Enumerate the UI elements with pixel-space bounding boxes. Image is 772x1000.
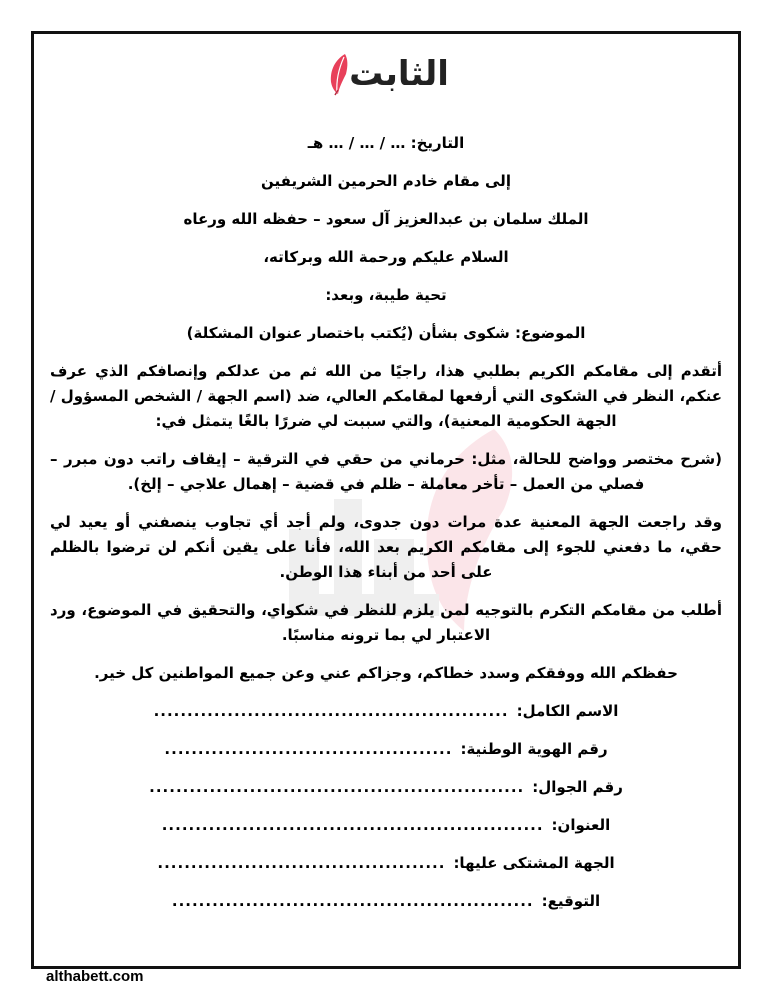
field-label: التوقيع: xyxy=(541,892,601,910)
field-blank: ........................................... xyxy=(164,740,453,758)
recipient-line-2: الملك سلمان بن عبدالعزيز آل سعود – حفظه الله ورعاه xyxy=(183,210,589,228)
salutation: السلام عليكم ورحمة الله وبركاته، xyxy=(263,248,509,266)
site-logo xyxy=(34,44,738,104)
feather-icon xyxy=(327,52,349,96)
field-blank: ...................................................... xyxy=(171,892,534,910)
date-line: التاريخ: … / … / … هـ xyxy=(307,134,465,152)
field-address xyxy=(48,813,724,837)
paragraph-details: (شرح مختصر وواضح للحالة، مثل: حرماني من حقي في الترقية – إيقاف راتب دون مبرر – فصلي من العمل – تأخر معاملة – ظلم في قضية – إهمال علاجي – إلخ). xyxy=(50,450,722,493)
field-blank: ........................................................ xyxy=(149,778,525,796)
field-label: الجهة المشتكى عليها: xyxy=(453,854,615,872)
field-blank: ........................................... xyxy=(157,854,446,872)
field-signature xyxy=(48,889,724,913)
logo-text: الثابت xyxy=(349,54,449,94)
field-defendant xyxy=(48,851,724,875)
field-blank: ..................................................... xyxy=(153,702,509,720)
page-border xyxy=(31,31,741,969)
closing-line: حفظكم الله ووفقكم وسدد خطاكم، وجزاكم عني وعن جميع المواطنين كل خير. xyxy=(94,664,678,682)
field-full-name xyxy=(48,699,724,723)
paragraph-request: أطلب من مقامكم التكرم بالتوجيه لمن يلزم للنظر في شكواي، والتحقيق في الموضوع، ورد الاعتبار لي بما ترونه مناسبًا. xyxy=(50,601,722,644)
field-mobile xyxy=(48,775,724,799)
field-national-id xyxy=(48,737,724,761)
subject-line: الموضوع: شكوى بشأن (يُكتب باختصار عنوان المشكلة) xyxy=(186,324,586,342)
letter-body xyxy=(48,131,724,927)
recipient-line-1: إلى مقام خادم الحرمين الشريفين xyxy=(261,172,511,190)
greeting: تحية طيبة، وبعد: xyxy=(325,286,447,304)
field-label: الاسم الكامل: xyxy=(516,702,619,720)
website-url[interactable]: althabett.com xyxy=(46,968,144,985)
field-label: العنوان: xyxy=(551,816,611,834)
field-blank: ......................................................... xyxy=(161,816,544,834)
field-label: رقم الهوية الوطنية: xyxy=(460,740,608,758)
signature-fields xyxy=(48,699,724,913)
paragraph-follow-up: وقد راجعت الجهة المعنية عدة مرات دون جدوى، ولم أجد أي تجاوب ينصفني أو يعيد لي حقي، ما دفعني للجوء إلى مقامكم الكريم بعد الله، فأنا على يقين أنكم لن ترضوا بالظلم على أحد من أبناء هذا الوطن. xyxy=(50,513,722,581)
paragraph-intro: أتقدم إلى مقامكم الكريم بطلبي هذا، راجيًا من الله ثم من عدلكم وإنصافكم الذي عرف عنكم، النظر في الشكوى التي أرفعها لمقامكم العالي، ضد (اسم الجهة / الشخص المسؤول / الجهة الحكومية المعنية)، والتي سببت لي ضررًا بالغًا يتمثل في: xyxy=(50,362,722,430)
field-label: رقم الجوال: xyxy=(532,778,623,796)
